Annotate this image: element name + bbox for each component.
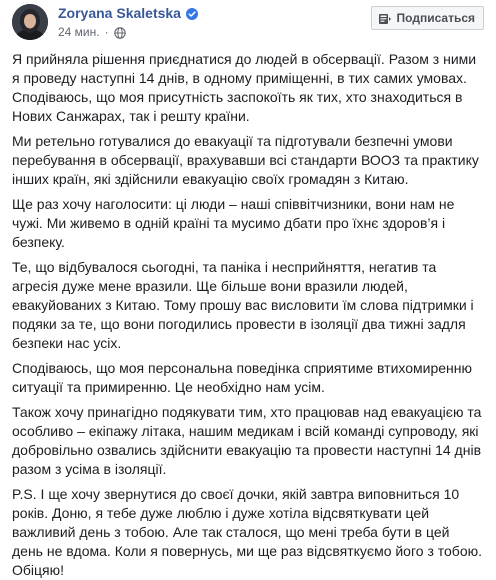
post-paragraph: Також хочу принагідно подякувати тим, хто працював над евакуацією та особливо – екіпажу літака, нашим медикам і всій команді супроводу, які добровільно озвались здійснити евакуацію та провести наступні 14 днів разом з усіма в ізоляції. <box>12 404 482 477</box>
author-avatar[interactable] <box>12 4 48 40</box>
meta-separator: · <box>104 25 109 39</box>
follow-button[interactable] <box>371 6 484 30</box>
post-paragraph: Ми ретельно готувалися до евакуації та підготували безпечні умови перебування в обсервації, врахувавши всі стандарти ВООЗ та практику інших країн, які здійснили евакуацію своїх громадян з Китаю. <box>12 133 479 187</box>
avatar-portrait-icon <box>12 4 48 40</box>
author-name[interactable]: Zoryana Skaletska <box>58 5 181 21</box>
post-paragraph: Ще раз хочу наголосити: ці люди – наші співвітчизники, вони нам не чужі. Ми живемо в одній країні та мусимо дбати про їхнє здоров’я і безпеку. <box>12 196 455 250</box>
follow-button-label: Подписаться <box>396 11 475 25</box>
post-header <box>12 0 484 44</box>
verified-badge-icon <box>186 7 198 19</box>
globe-icon[interactable] <box>114 26 126 38</box>
post-paragraph: Сподіваюсь, що моя персональна поведінка сприятиме втихомиренню ситуації та примиренню. Це необхідно нам усім. <box>12 360 473 395</box>
post-paragraph: Те, що відбувалося сьогодні, та паніка і несприйняття, негатив та агресія дуже мене вразили. Ще більше вони вразили людей, евакуйованих з Китаю. Тому прошу вас висловити їм слова підтримки і подяки за те, що вони погодились провести в ізоляції два тижні задля безпеки нас усіх. <box>12 259 474 351</box>
post-paragraph: Я прийняла рішення приєднатися до людей в обсервації. Разом з ними я проведу наступні 14 днів, в одному приміщенні, в тих самих умовах. Сподіваюсь, що моя присутність заспокоїть як тих, хто знаходиться в Нових Санжарах, так і решту країни. <box>12 51 477 124</box>
post-body <box>12 44 484 580</box>
post-timestamp[interactable]: 24 мин. <box>58 25 100 39</box>
rss-follow-icon <box>378 12 392 24</box>
post-paragraph: P.S. І ще хочу звернутися до своєї дочки, якій завтра виповниться 10 років. Доню, я тебе дуже люблю і дуже хотіла відсвяткувати цей важливий день з тобою. Але так сталося, що мені треба бути в цей день не вдома. Коли я повернусь, ми ще раз відсвяткуємо його з тобою. Обіцяю! <box>12 486 482 578</box>
author-block <box>58 4 198 40</box>
